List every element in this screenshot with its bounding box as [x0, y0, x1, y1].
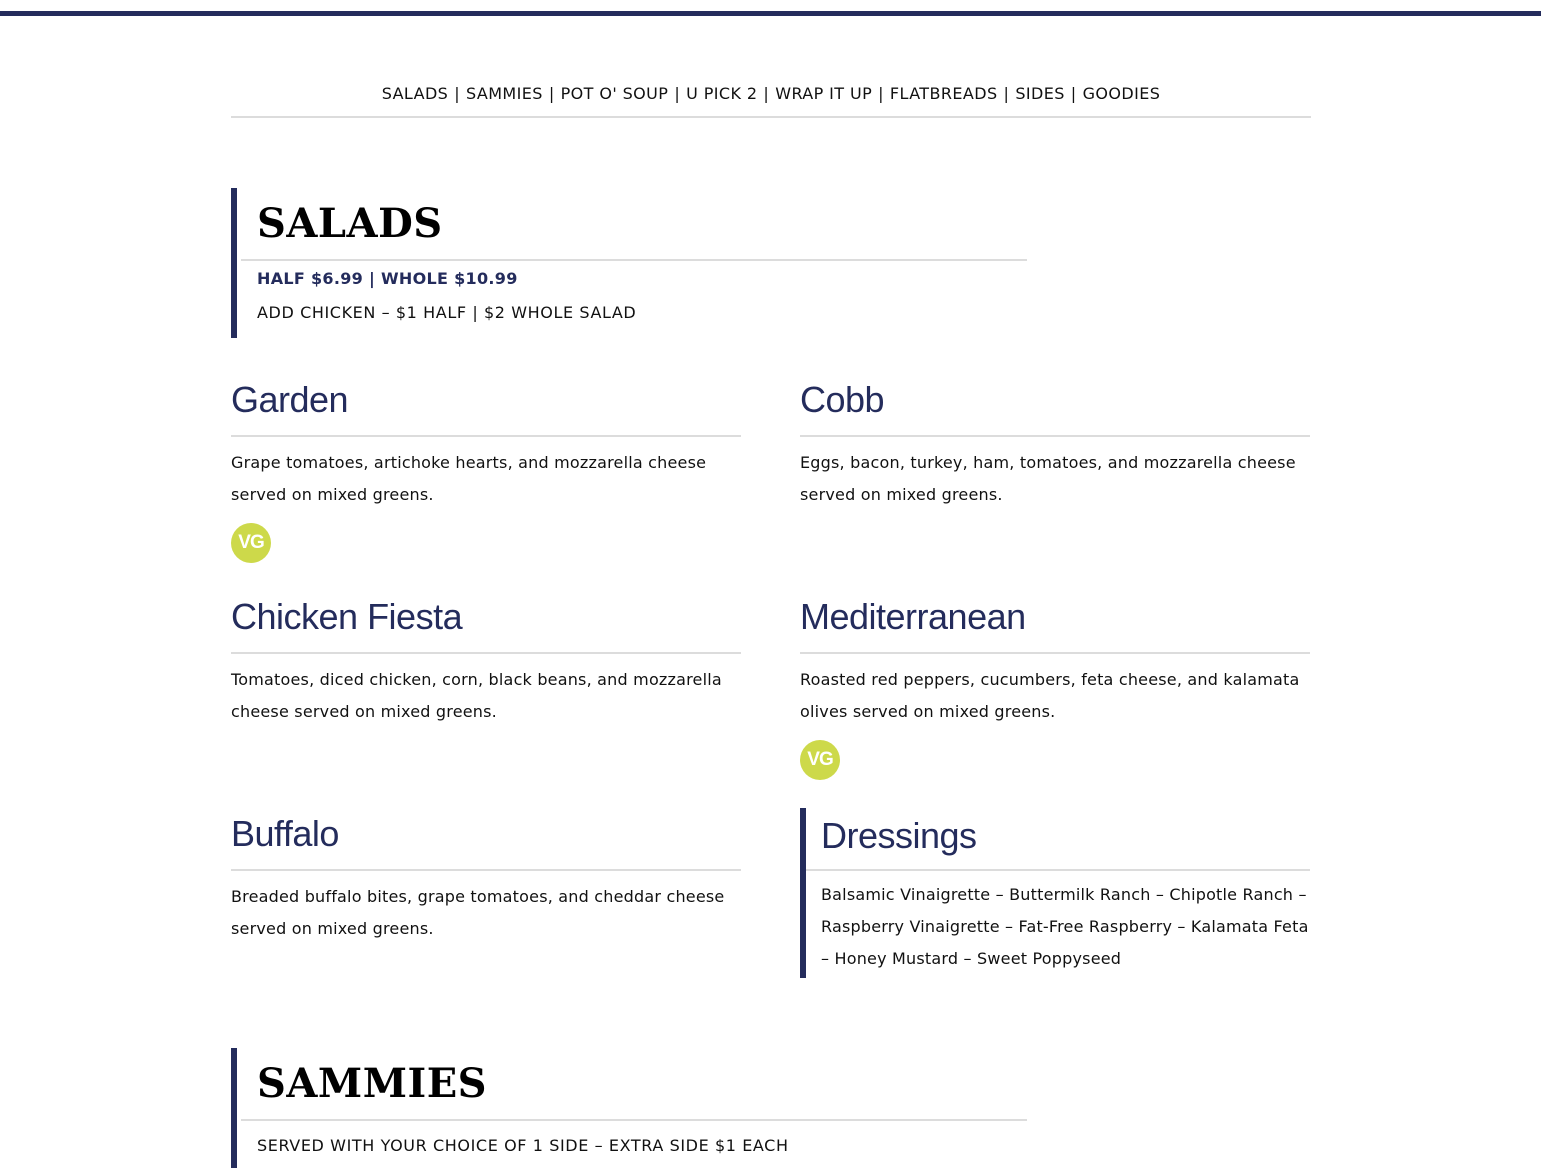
nav-link-sammies[interactable]: SAMMIES — [466, 84, 543, 103]
dressings-list: Balsamic Vinaigrette – Buttermilk Ranch – Chipotle Ranch – Raspberry Vinaigrette – Fat-Free Raspberry – Kalamata Feta – Honey Mustard – Sweet Poppyseed — [821, 885, 1309, 968]
item-name: Mediterranean — [800, 596, 1026, 637]
divider — [241, 1119, 1027, 1121]
nav-link-pot-o-soup[interactable]: POT O' SOUP — [560, 84, 669, 103]
nav-separator: | — [1003, 84, 1010, 103]
menu-item-cobb — [800, 379, 1310, 511]
nav-separator: | — [878, 84, 884, 103]
nav-link-flatbreads[interactable]: FLATBREADS — [889, 84, 998, 103]
divider — [800, 435, 1310, 437]
divider — [241, 259, 1027, 261]
nav-separator: | — [674, 84, 681, 103]
sammies-subtitle: SERVED WITH YOUR CHOICE OF 1 SIDE – EXTRA SIDE $1 EACH — [257, 1136, 789, 1155]
item-name: Chicken Fiesta — [231, 596, 463, 637]
divider — [806, 869, 1310, 871]
nav-separator: | — [548, 84, 555, 103]
item-name: Buffalo — [231, 813, 339, 854]
sammies-section-header — [231, 1048, 1027, 1168]
section-title: SAMMIES — [257, 1060, 488, 1107]
vegetarian-badge-icon: VG — [231, 523, 271, 563]
divider — [231, 869, 741, 871]
dressings-title: Dressings — [821, 815, 977, 856]
nav-link-wrap-it-up[interactable]: WRAP IT UP — [775, 84, 873, 103]
nav-link-goodies[interactable]: GOODIES — [1082, 84, 1161, 103]
item-description: Roasted red peppers, cucumbers, feta cheese, and kalamata olives served on mixed greens. — [800, 670, 1300, 721]
nav-separator: | — [763, 84, 770, 103]
item-description: Eggs, bacon, turkey, ham, tomatoes, and mozzarella cheese served on mixed greens. — [800, 453, 1296, 504]
menu-item-mediterranean — [800, 596, 1310, 780]
dressings-panel — [800, 808, 1310, 978]
item-description: Breaded buffalo bites, grape tomatoes, and cheddar cheese served on mixed greens. — [231, 887, 725, 938]
nav-link-u-pick-2[interactable]: U PICK 2 — [686, 84, 758, 103]
section-title: SALADS — [257, 200, 443, 247]
divider — [231, 652, 741, 654]
vegetarian-badge-icon: VG — [800, 740, 840, 780]
item-name: Garden — [231, 379, 349, 420]
nav-separator: | — [1070, 84, 1077, 103]
item-name: Cobb — [800, 379, 885, 420]
menu-item-buffalo — [231, 813, 741, 945]
top-accent-bar — [0, 11, 1541, 16]
nav-separator: | — [454, 84, 461, 103]
menu-item-chicken-fiesta — [231, 596, 741, 728]
salads-add-chicken: ADD CHICKEN – $1 HALF | $2 WHOLE SALAD — [257, 303, 637, 322]
nav-link-sides[interactable]: SIDES — [1015, 84, 1065, 103]
divider — [231, 435, 741, 437]
divider — [800, 652, 1310, 654]
menu-category-nav — [231, 84, 1311, 118]
item-description: Grape tomatoes, artichoke hearts, and mozzarella cheese served on mixed greens. — [231, 453, 707, 504]
item-description: Tomatoes, diced chicken, corn, black beans, and mozzarella cheese served on mixed greens. — [231, 670, 722, 721]
nav-link-salads[interactable]: SALADS — [381, 84, 449, 103]
menu-item-garden — [231, 379, 741, 563]
salads-price: HALF $6.99 | WHOLE $10.99 — [257, 269, 518, 288]
salads-section-header — [231, 188, 1027, 338]
